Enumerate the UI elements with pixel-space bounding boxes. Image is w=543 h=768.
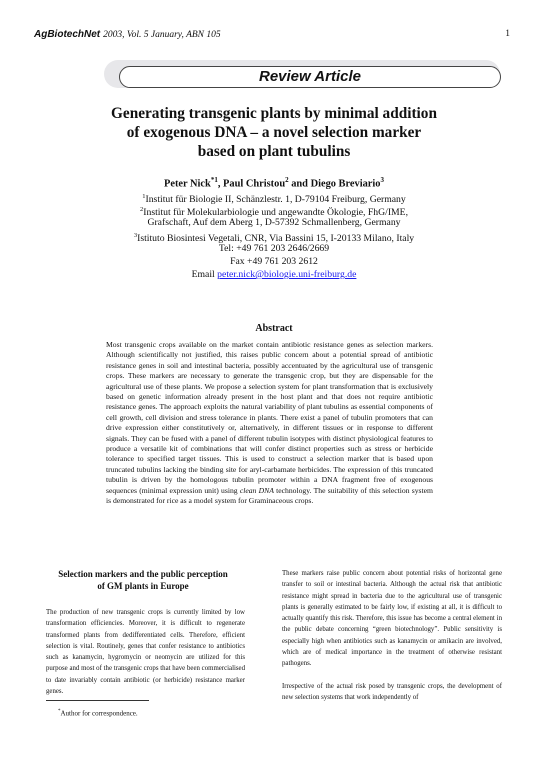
author-mark: *1 — [210, 176, 218, 184]
affiliation-text: Institut für Molekularbiologie und angewandte Ökologie, FhG/IME, — [143, 207, 408, 219]
affiliation-number: 2 — [140, 206, 144, 213]
review-article-banner: Review Article — [119, 66, 501, 88]
affiliation-2-cont: Grafschaft, Auf dem Aberg 1, D-57392 Schmallenberg, Germany — [147, 217, 401, 228]
issue-info: 2003, Vol. 5 January, ABN 105 — [103, 30, 221, 40]
right-column — [282, 568, 502, 703]
affiliation-text: Institut für Biologie II, Schänzlestr. 1, D-79104 Freiburg, Germany — [145, 194, 406, 206]
email-line — [40, 269, 508, 282]
title-line-1: Generating transgenic plants by minimal addition — [111, 105, 437, 122]
affiliation-number: 3 — [133, 232, 138, 239]
abstract-body — [106, 340, 433, 507]
author-list — [60, 176, 488, 189]
abstract-italic: clean DNA — [239, 485, 274, 495]
footnote-rule — [46, 700, 149, 701]
journal-name: AgBiotechNet — [34, 29, 101, 40]
email-label: Email — [191, 269, 218, 280]
affiliation-text: Istituto Biosintesi Vegetali, CNR, Via Bassini 15, I-20133 Milano, Italy — [137, 233, 415, 245]
title-line-2: of exogenous DNA – a novel selection marker — [126, 124, 422, 141]
author-name: Diego Breviario — [310, 178, 381, 190]
running-header — [34, 29, 510, 43]
footnote — [58, 709, 138, 717]
page-number: 1 — [505, 29, 510, 39]
title-line-3: based on plant tubulins — [197, 143, 351, 160]
body-paragraph: Irrespective of the actual risk posed by transgenic crops, the development of new selection systems that work independently of — [282, 682, 502, 701]
footnote-mark: * — [58, 709, 61, 714]
footnote-text: Author for correspondence. — [60, 709, 138, 718]
section-heading — [52, 568, 234, 592]
abstract-text: Most transgenic crops available on the market contain antibiotic resistance genes as selection markers. Although scientifically not justified, this raises public concern about a potential spread of antibiotic resistance genes in soil and intestinal bacteria, possibly accentuated by the agricultural use of transgenic crops. These markers are necessary to generate the transgenic crop, but they are dispensable for the agricultural use of these plants. We propose a selection system for plant transformation that is exclusively based on genetic information already present in the host plant and that does not require antibiotic resistance genes. The approach exploits the natural variability of plant tubulins as essential components of cell growth, cell division and stress tolerance in plants. There exist a panel of tubulin promoters that can drive expression either constitutively or, alternatively, in different tissues or in response to different signals. They can be fused with a panel of different tubulin isotypes with distinct physiological features to produce a versatile kit of combinations that will confer distinct properties such as stress or herbicide tolerance to specified target tissues. This is used to construct a selection marker that is based upon truncated tubulins lacking the binding site for aryl-carbamate herbicides. The expression of this truncated tubulin is driven by the homologous tubulin promoter within a DNA fragment free of exogenous sequences (minimal expression unit) using — [106, 340, 433, 495]
article-title — [80, 104, 468, 161]
author-separator: , — [217, 178, 224, 190]
abstract-heading: Abstract — [255, 323, 293, 334]
author-separator: and — [288, 178, 311, 190]
left-column — [46, 607, 245, 697]
email-link[interactable]: peter.nick@biologie.uni-freiburg.de — [217, 269, 357, 280]
author-name: Paul Christou — [223, 178, 286, 190]
fax: Fax +49 761 203 2612 — [230, 256, 318, 267]
body-paragraph: These markers raise public concern about potential risks of horizontal gene transfer to soil or intestinal bacteria. Although the actual risk that antibiotic resistance might spread in bacteria due to the agricultural use of transgenic plants is generally estimated to be fairly low, if existing at all, it is difficult to actually quantify this risk. Therefore, this issue has become a central element in the public debate concerning “green biotechnology”. Public sensitivity is especially high when antibiotics such as kanamycin or amikacin are involved, which are of medical importance in the treatment of otherwise resistant pathogens. — [282, 570, 502, 668]
author-mark: 2 — [285, 176, 289, 184]
telephone: Tel: +49 761 203 2646/2669 — [218, 243, 330, 254]
author-mark: 3 — [380, 176, 384, 184]
affiliation-number: 1 — [142, 193, 146, 200]
body-paragraph: The production of new transgenic crops is currently limited by low transformation efficiencies. Moreover, it is difficult to regenerate transformed plants from dedifferentiated cells. Therefore, efficient selection is vital. Routinely, genes that confer resistance to antibiotics such as kanamycin, hygromycin or neomycin are utilized for this purpose and most of the transgenic crops that have been commercialised to date invariably contain antibiotic (or herbicide) resistance marker genes. — [46, 609, 245, 696]
section-heading-line-1: Selection markers and the public perception — [58, 569, 228, 579]
author-name: Peter Nick — [163, 178, 211, 190]
abstract-text-end: technology. The suitability of this selection system is demonstrated for rice as a model system for Graminaceous crops. — [106, 485, 433, 506]
section-heading-line-2: of GM plants in Europe — [97, 581, 189, 591]
